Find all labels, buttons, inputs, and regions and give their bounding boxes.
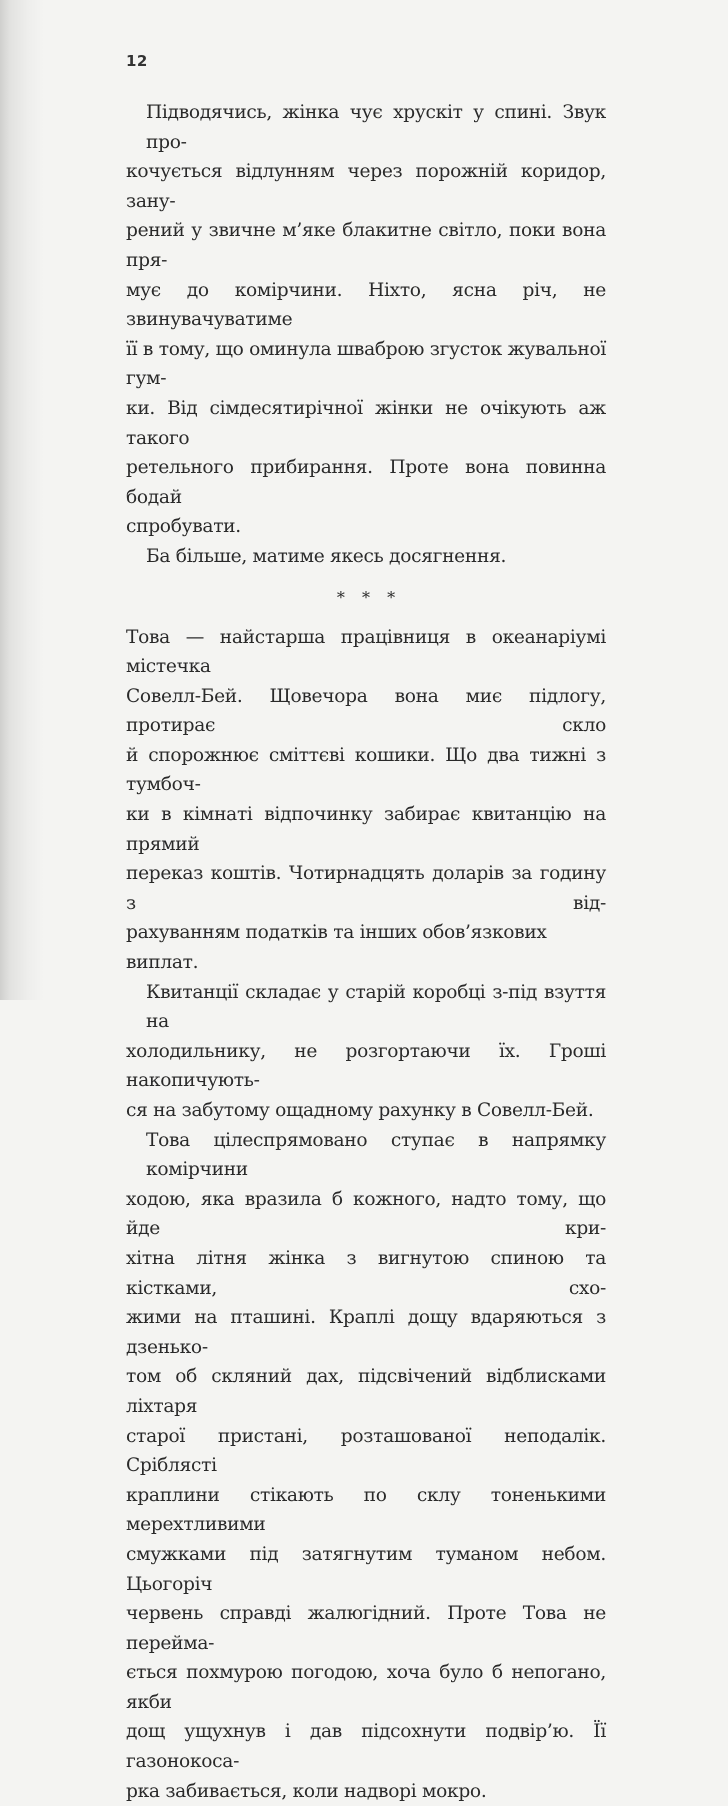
text-line: краплини стікають по склу тоненькими мерехтливими — [126, 1484, 606, 1536]
text-line: старої пристані, розташованої неподалік. Сріблясті — [126, 1425, 606, 1477]
text-line: холодильнику, не розгортаючи їх. Гроші накопичують- — [126, 1040, 606, 1092]
text-line: ретельного прибирання. Проте вона повинна бодай — [126, 457, 606, 508]
text-line: й спорожнює сміттєві кошики. Що два тижні з тумбоч- — [126, 744, 606, 796]
text-line: том об скляний дах, підсвічений відблисками ліхтаря — [126, 1366, 606, 1417]
text-line: ється похмурою погодою, хоча було б непогано, якби — [126, 1662, 606, 1713]
text-line: рка забивається, коли надворі мокро. — [126, 1780, 487, 1802]
text-line: кочується відлунням через порожній коридор, зану- — [126, 161, 606, 212]
text-line: ся на забутому ощадному рахунку в Совелл-Бей. — [126, 1100, 594, 1121]
text-line: ходою, яка вразила б кожного, надто тому, що йде кри- — [126, 1188, 606, 1240]
section-separator: * * * — [336, 587, 402, 607]
text-line: хітна літня жінка з вигнутою спиною та кістками, схо- — [126, 1247, 606, 1299]
text-line: смужками під затягнутим туманом небом. Цьогоріч — [126, 1543, 606, 1595]
paragraph — [126, 542, 606, 572]
page-body — [126, 98, 606, 1806]
text-line: її в тому, що оминула шваброю згусток жувальної гум- — [126, 338, 606, 390]
text-line: Това — найстарша працівниця в океанаріумі містечка — [126, 626, 606, 678]
text-line: Това цілеспрямовано ступає в напрямку комірчини — [146, 1129, 606, 1181]
text-line: Підводячись, жінка чує хрускіт у спині. Звук про- — [146, 102, 606, 153]
text-line: жими на пташині. Краплі дощу вдаряються з дзенько- — [126, 1307, 606, 1358]
paragraph — [126, 623, 606, 978]
text-line: мує до комірчини. Ніхто, ясна річ, не звинувачуватиме — [126, 279, 606, 331]
text-line: рахуванням податків та інших обов’язкових виплат. — [126, 922, 547, 974]
text-line: Ба більше, матиме якесь досягнення. — [146, 545, 507, 567]
text-line: ки. Від сімдесятирічної жінки не очікують аж такого — [126, 397, 606, 449]
scan-edge-shadow — [0, 0, 44, 1000]
text-line: червень справді жалюгідний. Проте Това не перейма- — [126, 1603, 606, 1654]
text-line: спробувати. — [126, 516, 241, 538]
text-line: ки в кімнаті відпочинку забирає квитанцію на прямий — [126, 804, 606, 855]
text-line: переказ коштів. Чотирнадцять доларів за годину з від- — [126, 863, 606, 914]
page-number: 12 — [126, 52, 148, 70]
text-line: Совелл-Бей. Щовечора вона миє підлогу, протирає скло — [126, 685, 606, 737]
text-line: Квитанції складає у старій коробці з-під взуття на — [146, 981, 606, 1033]
paragraph — [126, 98, 606, 542]
paragraph — [126, 1126, 606, 1806]
text-line: рений у звичне м’яке блакитне світло, поки вона пря- — [126, 220, 606, 271]
text-line: дощ ущухнув і дав підсохнути подвір’ю. Її газонокоса- — [126, 1721, 606, 1773]
